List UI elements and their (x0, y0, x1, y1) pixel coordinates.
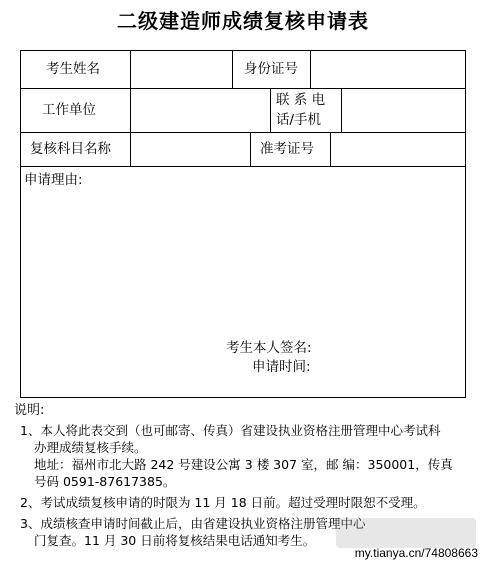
note-number: 2、 (20, 495, 41, 510)
col-divider-r2-b (270, 88, 271, 132)
row-divider-3 (20, 166, 466, 167)
table-border-right (465, 50, 466, 398)
id-number-label: 身份证号 (244, 61, 298, 77)
watermark-overlay (336, 518, 476, 548)
col-divider-r1-a (130, 50, 131, 88)
note-line: 地址：福州市北大路 242 号建设公寓 3 楼 307 室，邮 编：350001，传真 (34, 457, 453, 472)
employer-label: 工作单位 (42, 102, 96, 118)
note-number: 1、 (20, 423, 41, 438)
subject-label: 复核科目名称 (30, 141, 111, 157)
note-line: 考试成绩复核申请的时限为 11 月 18 日前。超过受理时限恕不受理。 (40, 495, 426, 510)
watermark-url: my.tianya.cn/74808663 (354, 546, 478, 560)
note-line: 号码 0591-87617385。 (34, 474, 176, 489)
note-number: 3、 (20, 516, 41, 531)
note-line: 门复查。11 月 30 日前将复核结果电话通知考生。 (34, 533, 316, 548)
name-label: 考生姓名 (46, 61, 100, 77)
table-border-top (20, 50, 466, 51)
phone-label-line2: 话/手机 (276, 112, 322, 128)
table-border-left (20, 50, 21, 398)
phone-label-line1: 联 系 电 (276, 92, 326, 108)
col-divider-r2-a (130, 88, 131, 132)
note-item-1 (14, 422, 474, 490)
form-title: 二级建造师成绩复核申请表 (117, 9, 369, 33)
col-divider-r3-c (330, 132, 331, 166)
col-divider-r3-a (130, 132, 131, 166)
note-line: 办理成绩复核手续。 (34, 440, 147, 455)
col-divider-r1-c (310, 50, 311, 88)
application-form-table (20, 50, 466, 398)
col-divider-r1-b (232, 50, 233, 88)
notes-heading: 说明: (14, 403, 45, 418)
note-line: 本人将此表交到（也可邮寄、传真）省建设执业资格注册管理中心考试科 (40, 423, 441, 438)
date-label: 申请时间: (252, 359, 311, 375)
reason-label: 申请理由: (24, 172, 83, 188)
note-line: 成绩核查申请时间截止后，由省建设执业资格注册管理中心 (40, 516, 366, 531)
row-divider-1 (20, 88, 466, 89)
note-item-2 (14, 494, 474, 511)
col-divider-r2-c (341, 88, 342, 132)
signature-label: 考生本人签名: (226, 340, 312, 356)
col-divider-r3-b (250, 132, 251, 166)
table-border-bottom (20, 397, 466, 398)
row-divider-2 (20, 132, 466, 133)
ticket-number-label: 准考证号 (260, 141, 314, 157)
